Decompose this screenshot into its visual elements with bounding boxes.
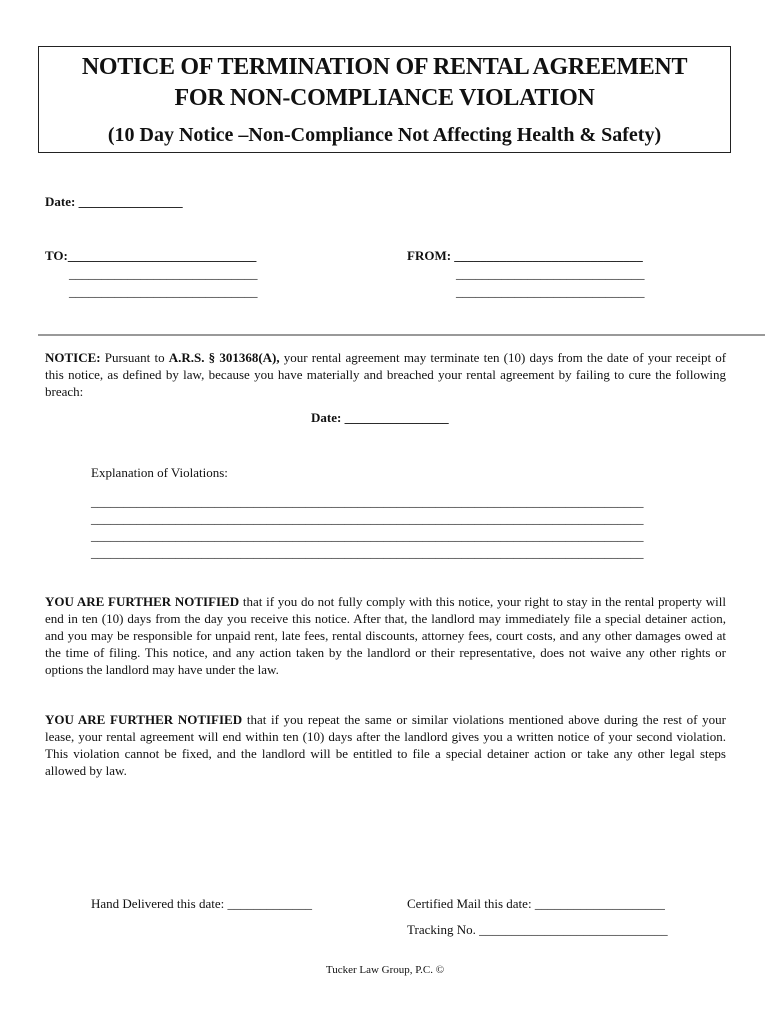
explanation-heading: Explanation of Violations: xyxy=(91,465,228,480)
from-blank-1: _____________________________ xyxy=(454,248,643,263)
certified-mail-label: Certified Mail this date: xyxy=(407,896,532,911)
further-notice-2 xyxy=(45,711,726,779)
tracking-number-label: Tracking No. xyxy=(407,922,476,937)
certified-mail-blank: ____________________ xyxy=(534,896,665,911)
date-blank: ________________ xyxy=(78,194,183,209)
further-notice-1-text: that if you do not fully comply with this notice, your right to stay in the rental property will end in ten (10) days from the day you receive this notice. After that, the landlord may immediately file a special detainer action, and you may be responsible for unpaid rent, late fees, rental discounts, attorney fees, court costs, and any other damages owed at the time of filing. This notice, and any action taken by the landlord or their representative, does not waive any other rights or options the landlord may have under the law. xyxy=(45,594,726,677)
from-field xyxy=(407,248,643,264)
explanation-line-3: _____________________________________________________________________________________ xyxy=(91,528,644,543)
to-blank-2: _____________________________ xyxy=(69,266,258,281)
from-label: FROM: xyxy=(407,248,452,263)
explanation-line-2: _____________________________________________________________________________________ xyxy=(91,511,644,526)
further-notice-2-text: that if you repeat the same or similar violations mentioned above during the rest of your lease, your rental agreement will end within ten (10) days after the landlord gives you a written notice of your second violation. This violation cannot be fixed, and the landlord will be entitled to file a special detainer action or take any other legal steps allowed by law. xyxy=(45,712,727,778)
subtitle: (10 Day Notice –Non-Compliance Not Affecting Health & Safety) xyxy=(107,124,662,146)
further-notice-1-heading: YOU ARE FURTHER NOTIFIED xyxy=(45,594,240,609)
to-label: TO: xyxy=(45,248,68,263)
tracking-number-blank: _____________________________ xyxy=(479,922,668,937)
breach-date-label: Date: xyxy=(311,410,342,425)
notice-text-a: Pursuant to xyxy=(104,350,165,365)
explanation-line-1: _____________________________________________________________________________________ xyxy=(91,494,644,509)
notice-text-b: your rental agreement may terminate ten (10) days from the date of your receipt of this notice, as defined by law, because you have materially and breached your rental agreement by failing to cure the following breach: xyxy=(45,350,727,399)
to-blank-3: _____________________________ xyxy=(69,284,258,299)
hand-delivered-label: Hand Delivered this date: xyxy=(91,896,225,911)
further-notice-1 xyxy=(45,593,726,678)
hand-delivered-blank: _____________ xyxy=(227,896,312,911)
hand-delivered-field xyxy=(91,896,312,912)
notice-label: NOTICE: xyxy=(45,350,101,365)
title-line-1: NOTICE OF TERMINATION OF RENTAL AGREEMENT xyxy=(81,54,688,80)
section-divider xyxy=(38,334,765,336)
explanation-line-4: _____________________________________________________________________________________ xyxy=(91,545,644,560)
tracking-number-field xyxy=(407,922,668,938)
statute-reference: A.R.S. § 301368(A), xyxy=(168,350,280,365)
notice-paragraph xyxy=(45,349,726,400)
breach-date-blank: ________________ xyxy=(344,410,449,425)
from-blank-3: _____________________________ xyxy=(456,284,645,299)
date-field xyxy=(45,194,183,210)
certified-mail-field xyxy=(407,896,665,912)
title-box xyxy=(38,46,731,153)
further-notice-2-heading: YOU ARE FURTHER NOTIFIED xyxy=(45,712,243,727)
breach-date-field xyxy=(311,410,449,426)
date-label: Date: xyxy=(45,194,76,209)
to-blank-1: _____________________________ xyxy=(67,248,257,263)
to-field xyxy=(45,248,256,264)
footer-copyright: Tucker Law Group, P.C. © xyxy=(325,964,445,976)
from-blank-2: _____________________________ xyxy=(456,266,645,281)
title-line-2: FOR NON-COMPLIANCE VIOLATION xyxy=(174,85,595,111)
